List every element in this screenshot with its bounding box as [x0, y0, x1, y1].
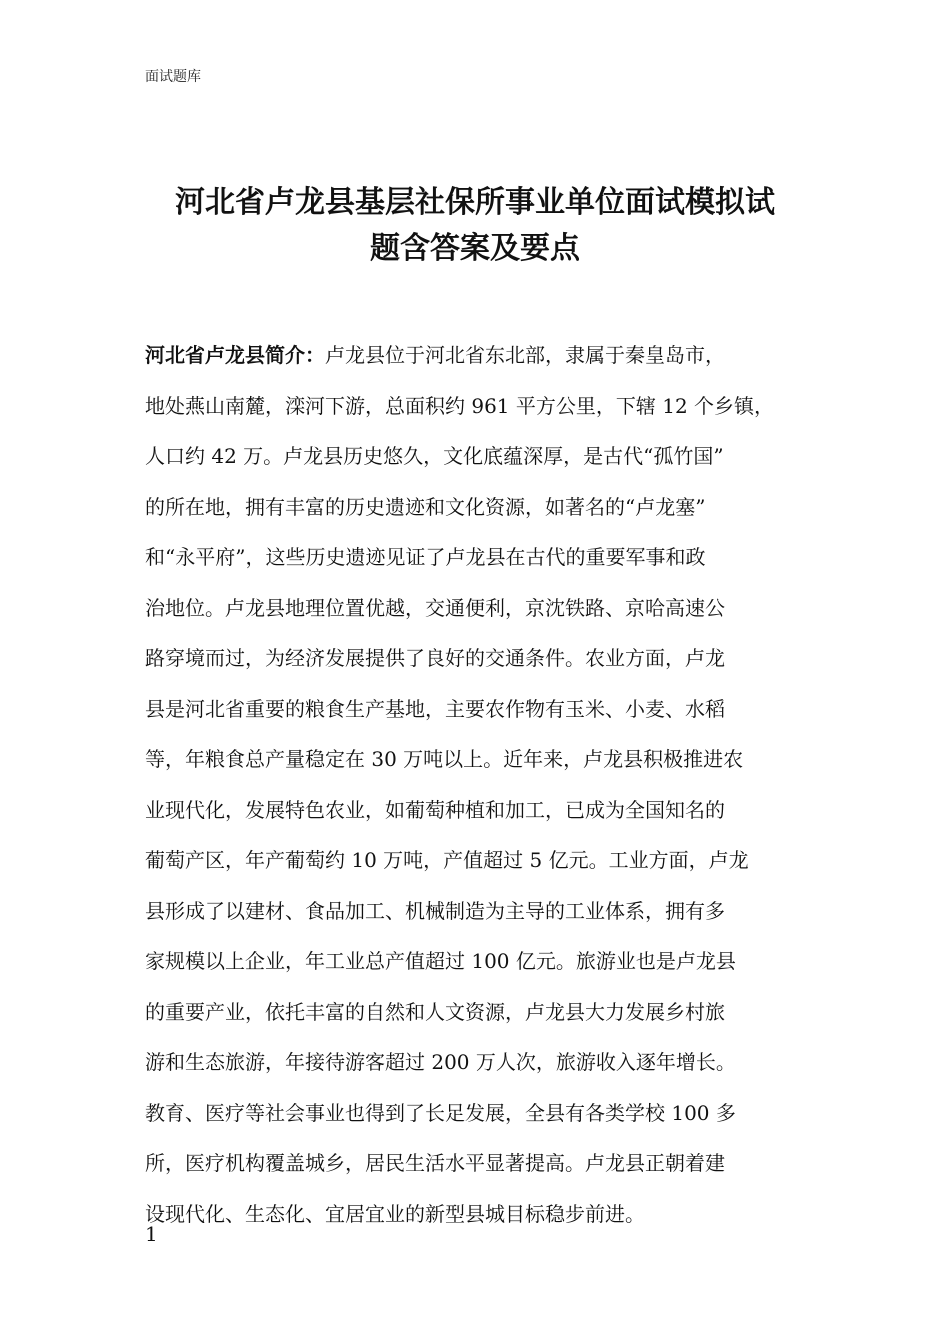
paragraph-line: [145, 330, 835, 381]
paragraph-line: 家规模以上企业，年工业总产值超过 100 亿元。旅游业也是卢龙县: [145, 949, 736, 973]
paragraph-line: 等，年粮食总产量稳定在 30 万吨以上。近年来，卢龙县积极推进农: [145, 747, 744, 771]
paragraph-line: 游和生态旅游，年接待游客超过 200 万人次，旅游收入逐年增长。: [145, 1050, 736, 1074]
paragraph-line: 县形成了以建材、食品加工、机械制造为主导的工业体系，拥有多: [145, 898, 725, 923]
paragraph-line: 和“永平府”，这些历史遗迹见证了卢龙县在古代的重要军事和政: [145, 545, 706, 569]
intro-paragraph: [145, 330, 835, 1239]
paragraph-line: 的重要产业，依托丰富的自然和人文资源，卢龙县大力发展乡村旅: [145, 999, 725, 1024]
paragraph-line: 业现代化，发展特色农业，如葡萄种植和加工，已成为全国知名的: [145, 797, 725, 822]
paragraph-line: 的所在地，拥有丰富的历史遗迹和文化资源，如著名的“卢龙塞”: [145, 494, 706, 519]
header-label: 面试题库: [145, 69, 201, 85]
paragraph-line: 设现代化、生态化、宜居宜业的新型县城目标稳步前进。: [145, 1201, 645, 1226]
intro-lead: 河北省卢龙县简介：: [145, 343, 325, 367]
title-line: 题含答案及要点: [370, 231, 580, 266]
page-number: 1: [145, 1222, 158, 1246]
paragraph-line: 人口约 42 万。卢龙县历史悠久，文化底蕴深厚，是古代“孤竹国”: [145, 444, 724, 468]
paragraph-line-text: 卢龙县位于河北省东北部，隶属于秦皇岛市，: [325, 343, 725, 367]
paragraph-line: 治地位。卢龙县地理位置优越，交通便利，京沈铁路、京哈高速公: [145, 595, 725, 620]
paragraph-line: 所，医疗机构覆盖城乡，居民生活水平显著提高。卢龙县正朝着建: [145, 1151, 725, 1175]
paragraph-line: 教育、医疗等社会事业也得到了长足发展，全县有各类学校 100 多: [145, 1100, 736, 1125]
title-line: 河北省卢龙县基层社保所事业单位面试模拟试: [175, 185, 775, 220]
paragraph-line: 葡萄产区，年产葡萄约 10 万吨，产值超过 5 亿元。工业方面，卢龙: [145, 848, 749, 872]
document-title: [130, 180, 820, 272]
paragraph-line: 路穿境而过，为经济发展提供了良好的交通条件。农业方面，卢龙: [145, 646, 725, 670]
paragraph-line: 地处燕山南麓，滦河下游，总面积约 961 平方公里，下辖 12 个乡镇，: [145, 393, 775, 418]
paragraph-line: 县是河北省重要的粮食生产基地，主要农作物有玉米、小麦、水稻: [145, 696, 725, 721]
